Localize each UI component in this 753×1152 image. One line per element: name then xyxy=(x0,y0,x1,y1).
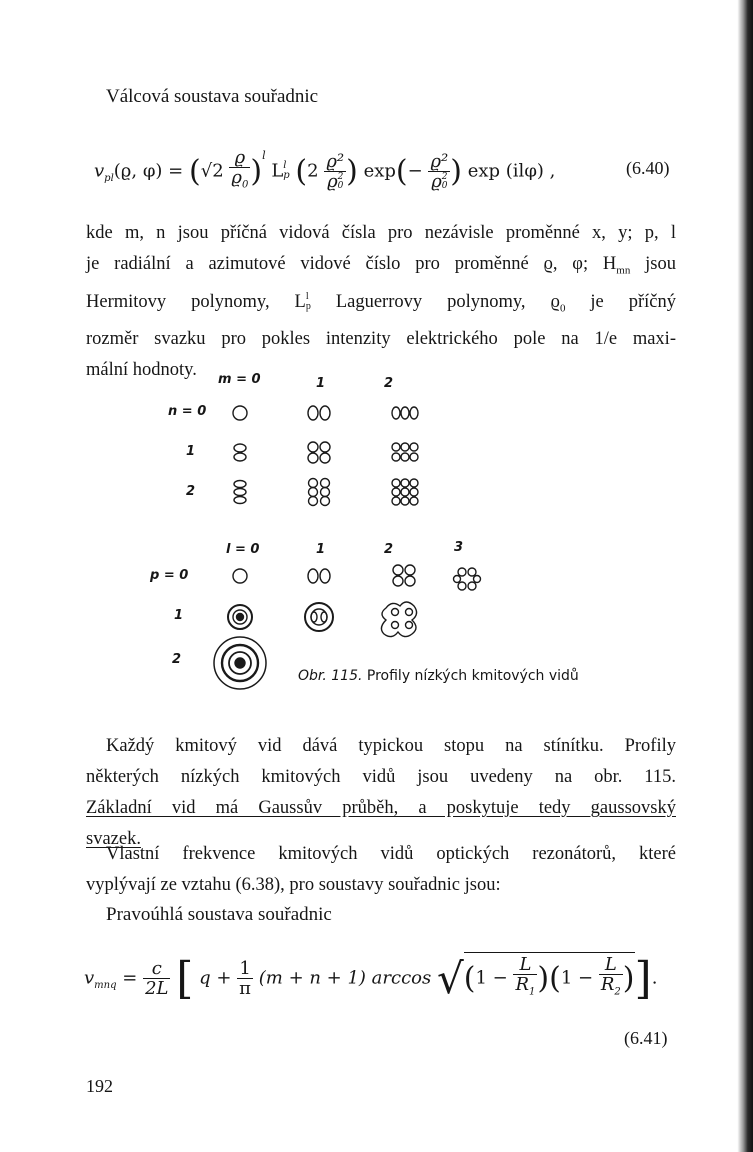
section-heading-rectangular: Pravoúhlá soustava souřadnic xyxy=(106,904,332,925)
mode-profiles-drawing xyxy=(0,360,740,700)
label-l-2: 2 xyxy=(384,542,394,557)
figure-caption: Obr. 115. Profily nízkých kmitových vidů xyxy=(298,668,579,684)
mode-p0-l0 xyxy=(233,569,247,583)
mode-m0-n1 xyxy=(234,444,246,461)
mode-p1-l0 xyxy=(228,605,252,629)
mode-m2-n1 xyxy=(392,443,418,461)
mode-m1-n0 xyxy=(308,406,330,420)
label-m-2: 2 xyxy=(384,376,394,391)
paragraph-frequencies: Vlastní frekvence kmitových vidů optických rezonátorů, které vyplývají ze vztahu (6.38), pro soustavy souřadnic jsou: xyxy=(86,844,676,895)
paragraph-definitions: kde m, n jsou příčná vidová čísla pro nezávisle proměnné x, y; p, l je radiální a azimutové vidové číslo pro proměnné ϱ, φ; $H_{mn}$ jsou Hermitovy polynomy, L l p Laguerrovy polynomy, $ϱ_0$ je příčný rozměr svazku pro pokles intenzity elektrického pole na 1/e maxi- mální hodnoty. xyxy=(86,223,677,381)
mode-p0-l1 xyxy=(308,569,330,583)
label-l-0: l = 0 xyxy=(226,542,260,557)
mode-m1-n2 xyxy=(309,479,330,506)
label-n-1: 1 xyxy=(186,444,196,459)
mode-m0-n2 xyxy=(234,481,246,504)
equation-6-40: $v_{pl}(ϱ$, φ) = (√2 $\frac{ϱ}{ϱ_0}$ )$^l$ L l p (2 ϱ² ϱ 2 0 ) exp(− ϱ² ϱ 2 0 ) exp (ilφ) , xyxy=(94,147,556,192)
mode-p2-l0 xyxy=(214,637,266,689)
mode-p0-l3 xyxy=(454,568,481,590)
label-l-1: 1 xyxy=(316,542,326,557)
section-heading-cylindrical: Válcová soustava souřadnic xyxy=(106,86,319,107)
label-n-0: n = 0 xyxy=(168,404,207,419)
mode-m1-n1 xyxy=(308,442,330,463)
mode-m2-n2 xyxy=(392,479,418,505)
mode-m2-n0 xyxy=(392,407,418,419)
label-l-3: 3 xyxy=(454,540,464,555)
mode-p1-l1 xyxy=(305,603,333,631)
label-m-0: m = 0 xyxy=(218,372,261,387)
mode-m0-n0 xyxy=(233,406,247,420)
mode-p1-l2 xyxy=(381,602,416,637)
equation-number-6-40: (6.40) xyxy=(626,158,670,178)
page-number: 192 xyxy=(86,1076,113,1096)
label-n-2: 2 xyxy=(186,484,196,499)
paragraph-mode-profiles: Každý kmitový vid dává typickou stopu na stínítku. Profily některých nízkých kmitových vidů jsou uvedeny na obr. 115. Základní vid má Gaussův průběh, a poskytuje tedy gaussovský svazek. xyxy=(86,736,676,849)
label-m-1: 1 xyxy=(316,376,326,391)
equation-number-6-41: (6.41) xyxy=(624,1028,668,1048)
figure-115 xyxy=(0,360,740,700)
label-p-2: 2 xyxy=(172,652,182,667)
equation-6-41: $v_{mnq}$ = $\frac{c}{2L}$ [ q + $\frac{1}{\pi}$ (m + n + 1) arccos √(1 − $\frac{L}{R_1}$ )(1 − $\frac{L}{R_2}$ )]. xyxy=(84,952,658,1004)
mode-p0-l2 xyxy=(393,565,415,586)
label-p-0: p = 0 xyxy=(150,568,189,583)
label-p-1: 1 xyxy=(174,608,184,623)
